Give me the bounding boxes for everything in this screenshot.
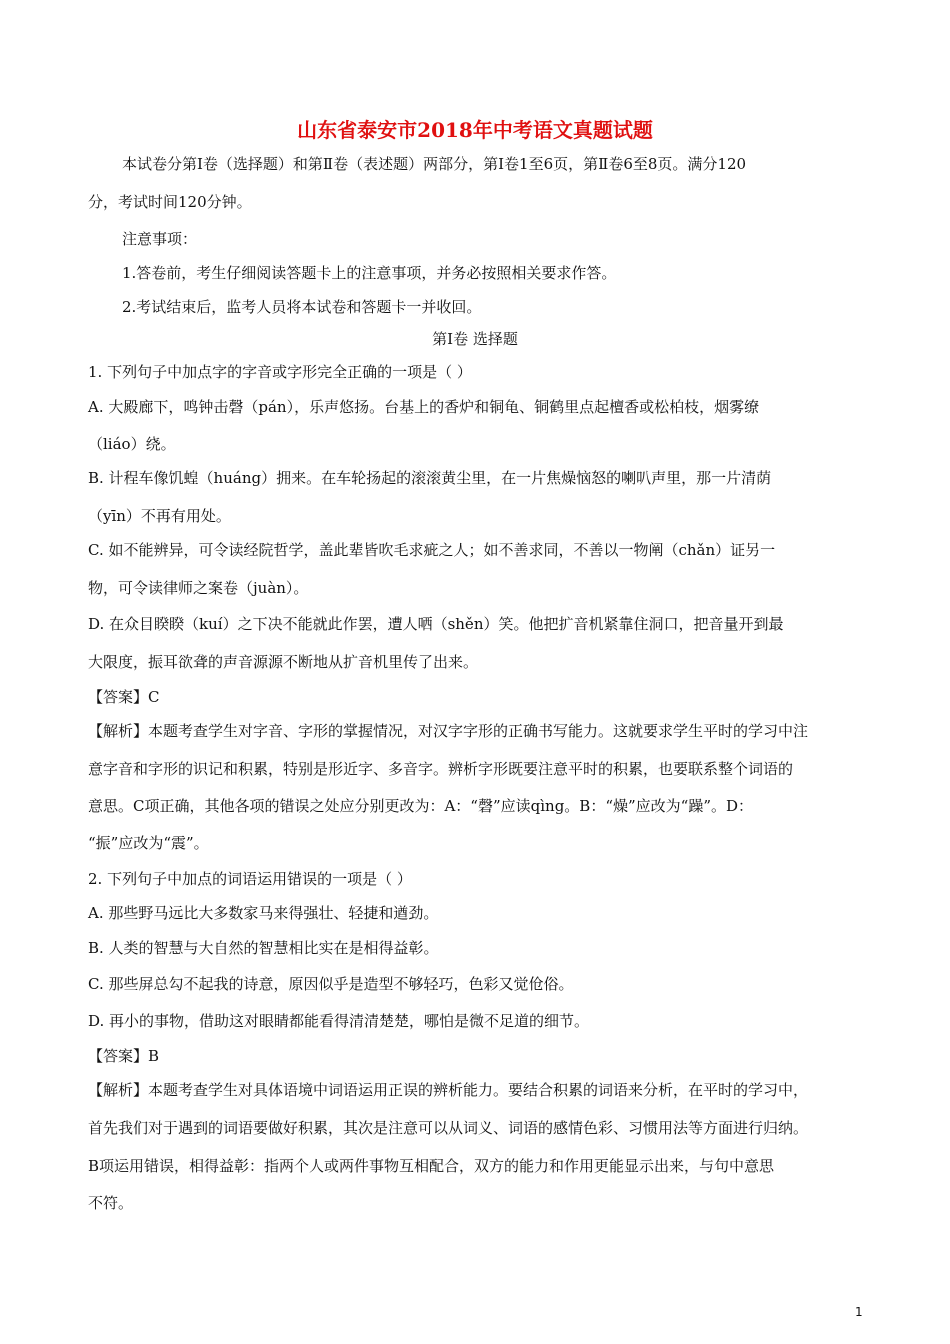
q1-answer: 【答案】C xyxy=(88,688,160,706)
section-title: 第Ⅰ卷 选择题 xyxy=(432,330,518,348)
q1-option-b-line-1: B. 计程车像饥蝗（huáng）拥来。在车轮扬起的滚滚黄尘里，在一片焦燥恼怒的喇叭声里，那一片清荫 xyxy=(88,469,772,487)
q1-explanation-line-4: “振”应改为“震”。 xyxy=(88,834,209,852)
q1-explanation-line-1: 【解析】本题考查学生对字音、字形的掌握情况，对汉字字形的正确书写能力。这就要求学生平时的学习中注 xyxy=(88,722,809,740)
q1-stem: 1. 下列句子中加点字的字音或字形完全正确的一项是（ ） xyxy=(88,363,472,381)
q1-option-d-line-1: D. 在众目睽睽（kuí）之下决不能就此作罢，遭人哂（shěn）笑。他把扩音机紧靠住洞口，把音量开到最 xyxy=(88,615,784,633)
page-title: 山东省泰安市2018年中考语文真题试题 xyxy=(297,118,653,142)
q2-explanation-line-2: 首先我们对于遇到的词语要做好积累，其次是注意可以从词义、词语的感情色彩、习惯用法等方面进行归纳。 xyxy=(88,1119,809,1137)
page-number: 1 xyxy=(855,1305,863,1319)
intro-line-2: 分，考试时间120分钟。 xyxy=(88,193,252,211)
notes-item-1: 1.答卷前，考生仔细阅读答题卡上的注意事项，并务必按照相关要求作答。 xyxy=(122,264,617,282)
intro-line-1: 本试卷分第Ⅰ卷（选择题）和第Ⅱ卷（表述题）两部分，第Ⅰ卷1至6页，第Ⅱ卷6至8页。满分120 xyxy=(122,155,747,173)
q1-explanation-line-2: 意字音和字形的识记和积累，特别是形近字、多音字。辨析字形既要注意平时的积累，也要联系整个词语的 xyxy=(88,760,794,778)
q1-option-b-line-2: （yīn）不再有用处。 xyxy=(88,507,231,525)
q2-stem: 2. 下列句子中加点的词语运用错误的一项是（ ） xyxy=(88,870,412,888)
q2-option-a: A. 那些野马远比大多数家马来得强壮、轻捷和遒劲。 xyxy=(88,904,439,922)
notes-item-2: 2.考试结束后，监考人员将本试卷和答题卡一并收回。 xyxy=(122,298,482,316)
q2-option-d: D. 再小的事物，借助这对眼睛都能看得清清楚楚，哪怕是微不足道的细节。 xyxy=(88,1012,590,1030)
q1-option-c-line-2: 物，可令读律师之案卷（juàn）。 xyxy=(88,579,309,597)
q2-explanation-line-4: 不符。 xyxy=(88,1194,134,1212)
q2-explanation-line-3: B项运用错误，相得益彰：指两个人或两件事物互相配合，双方的能力和作用更能显示出来，与句中意思 xyxy=(88,1157,775,1175)
q2-option-b: B. 人类的智慧与大自然的智慧相比实在是相得益彰。 xyxy=(88,939,439,957)
q2-explanation-line-1: 【解析】本题考查学生对具体语境中词语运用正误的辨析能力。要结合积累的词语来分析，在平时的学习中， xyxy=(88,1081,809,1099)
q1-explanation-line-3: 意思。C项正确，其他各项的错误之处应分别更改为：A：“磬”应读qìng。B：“燥”应改为“躁”。D： xyxy=(88,797,754,815)
q2-answer: 【答案】B xyxy=(88,1047,160,1065)
q2-option-c: C. 那些屏总勾不起我的诗意，原因似乎是造型不够轻巧，色彩又觉伧俗。 xyxy=(88,975,574,993)
q1-option-a-line-1: A. 大殿廊下，鸣钟击磬（pán），乐声悠扬。台基上的香炉和铜龟、铜鹤里点起檀香或松柏枝，烟雾缭 xyxy=(88,398,760,416)
q1-option-c-line-1: C. 如不能辨异，可令读经院哲学，盖此辈皆吹毛求疵之人；如不善求同，不善以一物阐（chǎn）证另一 xyxy=(88,541,776,559)
q1-option-a-line-2: （liáo）绕。 xyxy=(88,435,176,453)
notes-heading: 注意事项： xyxy=(122,230,198,248)
q1-option-d-line-2: 大限度，振耳欲聋的声音源源不断地从扩音机里传了出来。 xyxy=(88,653,479,671)
